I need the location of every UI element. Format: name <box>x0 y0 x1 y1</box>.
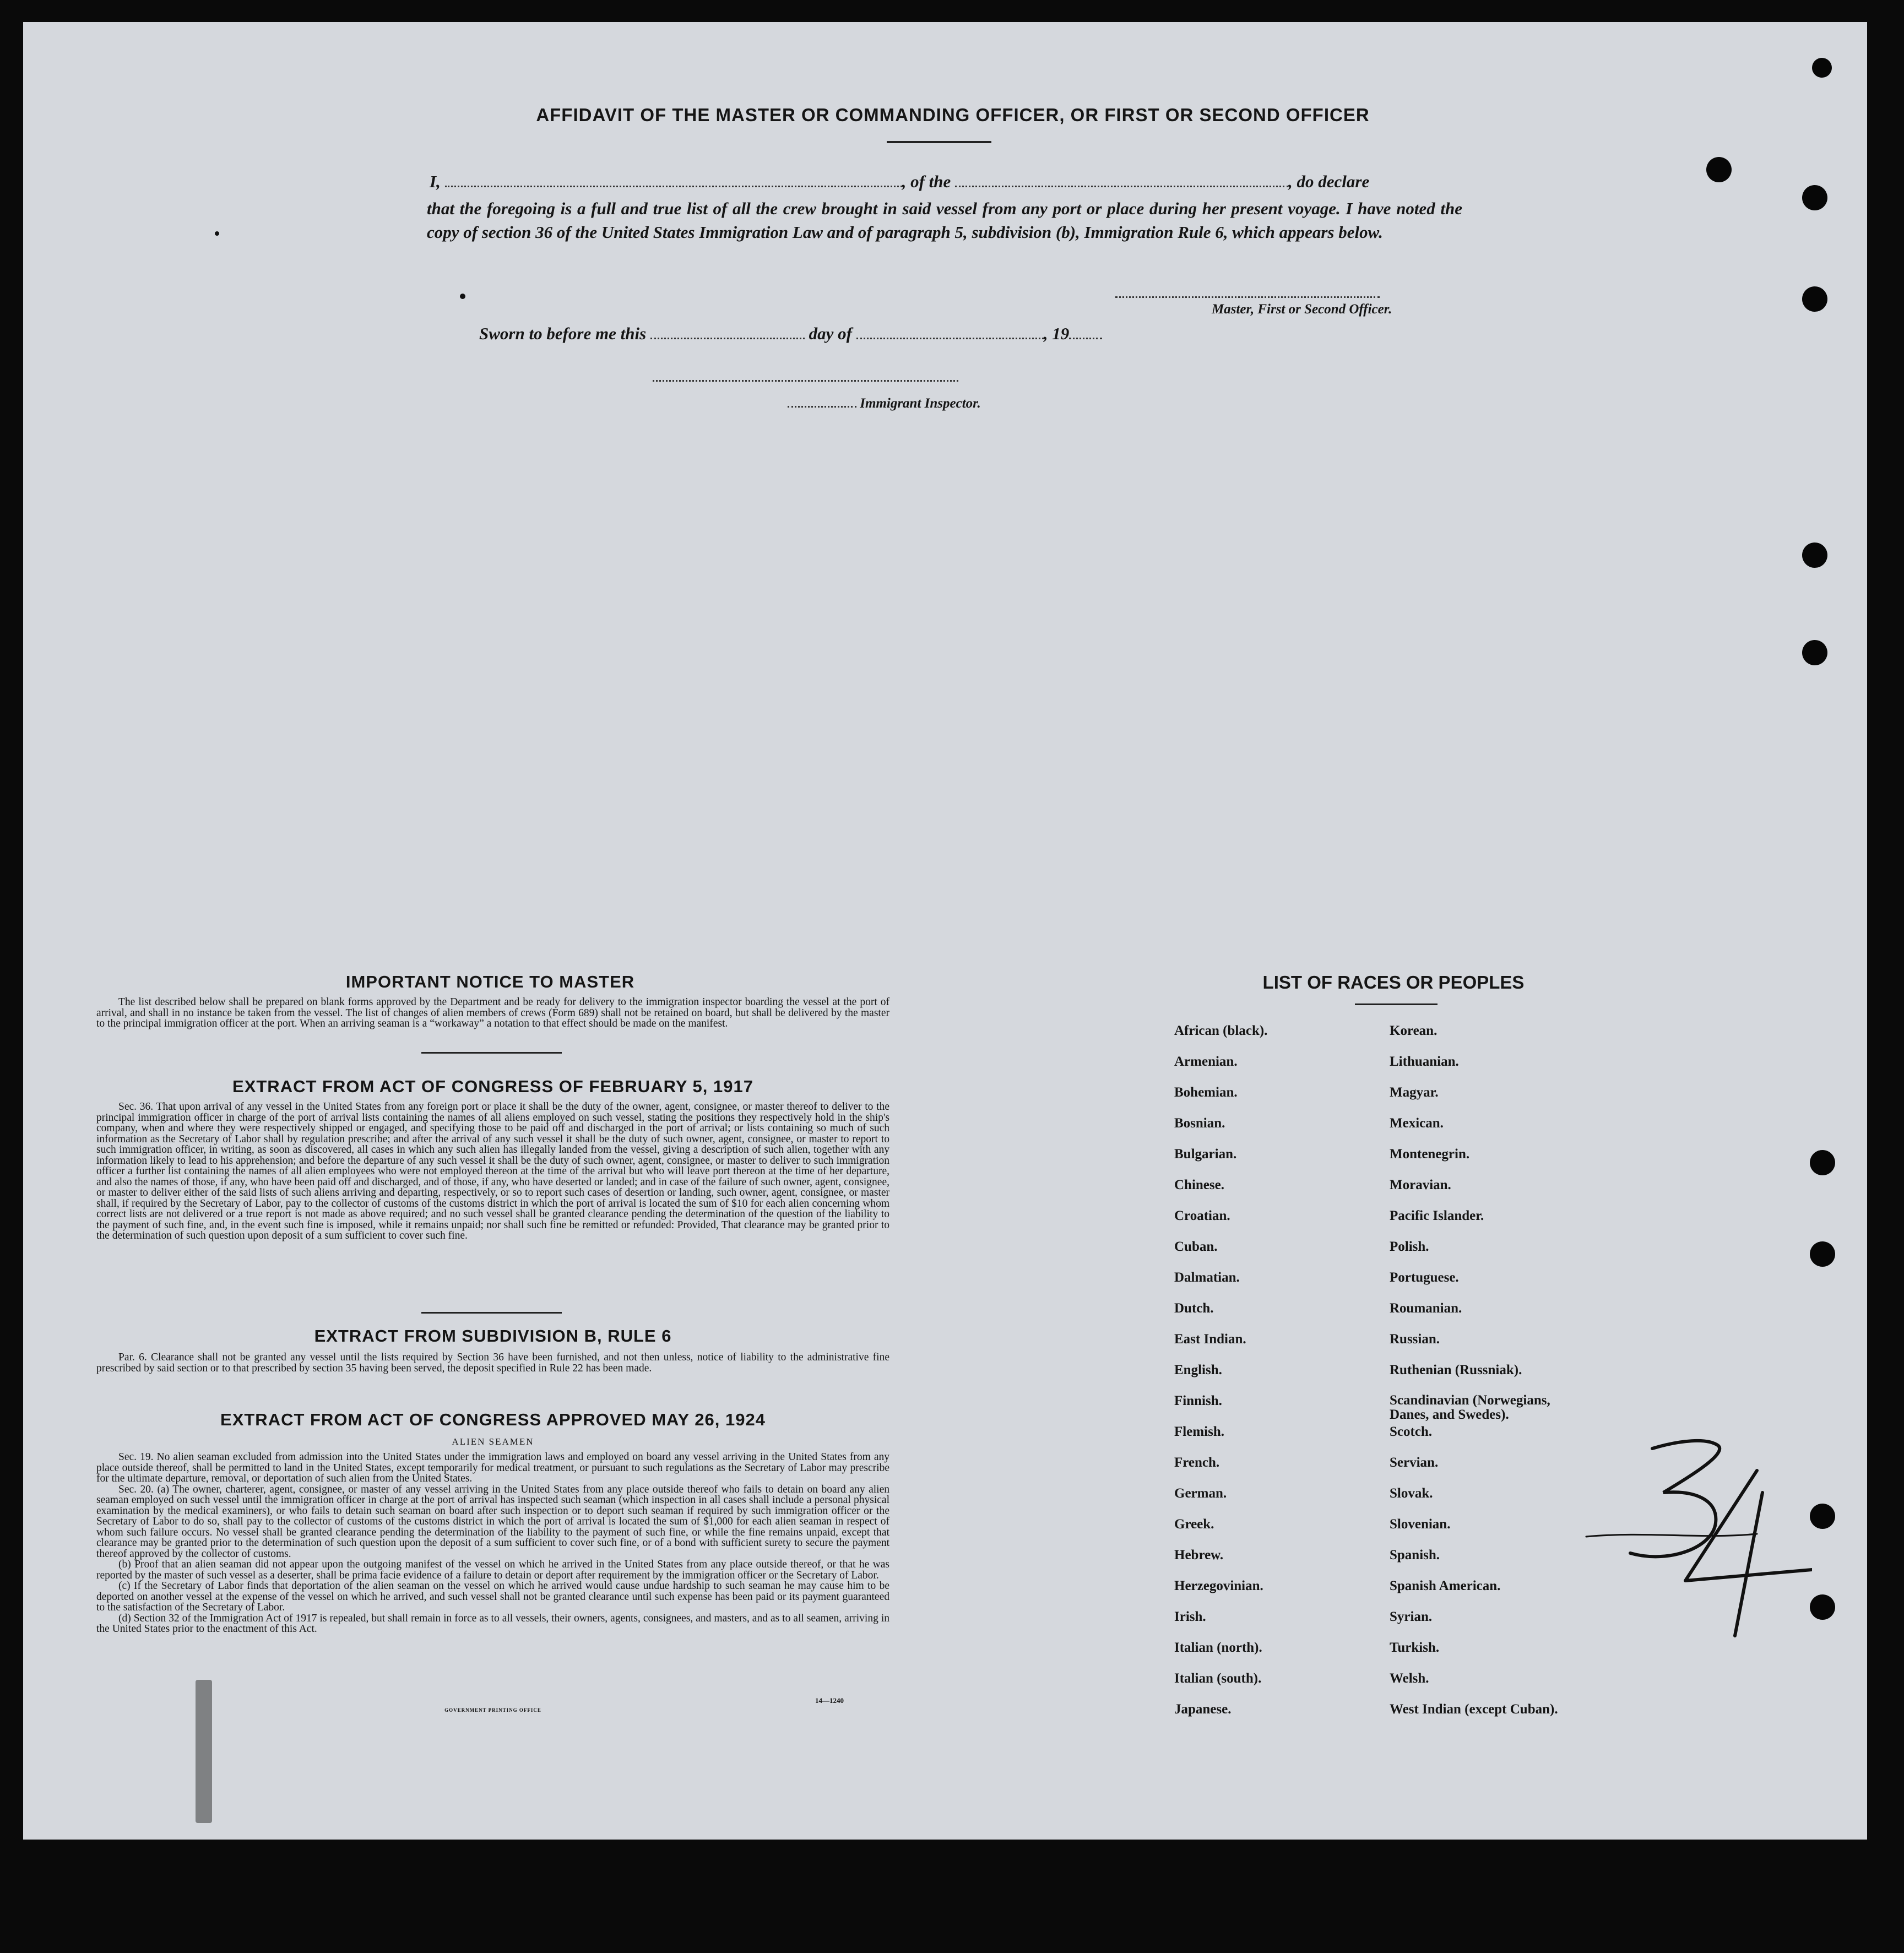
races-right-column <box>1390 1023 1577 1733</box>
race-item: French. <box>1174 1455 1220 1470</box>
binder-hole <box>1810 1241 1835 1267</box>
race-item: Spanish. <box>1390 1548 1440 1563</box>
extract-rule6-title: EXTRACT FROM SUBDIVISION B, RULE 6 <box>314 1326 672 1346</box>
race-item: Scandinavian (Norwegians, Danes, and Swedes). <box>1390 1393 1550 1422</box>
race-item: Croatian. <box>1174 1208 1230 1223</box>
race-item: Hebrew. <box>1174 1548 1224 1563</box>
race-item: Korean. <box>1390 1023 1438 1038</box>
races-rule <box>1355 1003 1438 1005</box>
race-item: Slovak. <box>1390 1486 1433 1501</box>
notice-divider <box>421 1052 562 1054</box>
race-item: Japanese. <box>1174 1702 1232 1717</box>
inspector-signature-line[interactable] <box>653 380 958 382</box>
binder-hole <box>1810 1504 1835 1529</box>
race-item: Turkish. <box>1390 1640 1440 1655</box>
sec-20d-paragraph: (d) Section 32 of the Immigration Act of 1917 is repealed, but shall remain in force as to all vessels, their owners, agents, consignees, and masters, and as to all seamen, arriving in the United States prior to the enactment of this Act. <box>96 1612 889 1635</box>
race-item: Slovenian. <box>1390 1517 1451 1532</box>
sec-20c-paragraph: (c) If the Secretary of Labor finds that deportation of the alien seaman on the vessel on which he arrived would cause undue hardship to such seaman he may cause him to be deported on another vessel at the expense of the vessel on which he arrived, and such vessel shall not be granted clearance until such expense has been paid or its payment guaranteed to the satisfaction of the Secretary of Labor. <box>96 1580 889 1613</box>
race-item: Scotch. <box>1390 1424 1433 1439</box>
speck <box>460 294 465 299</box>
binder-hole <box>1802 640 1827 665</box>
extract-rule6-text <box>96 1352 889 1385</box>
extract-1924-title: EXTRACT FROM ACT OF CONGRESS APPROVED MAY 26, 1924 <box>220 1410 766 1429</box>
race-item: Roumanian. <box>1390 1301 1462 1316</box>
sec-19-paragraph: Sec. 19. No alien seaman excluded from admission into the United States under the immigration laws and employed on board any vessel arriving in the United States from any place outside thereof, shall be permitted to land in the United States, except temporarily for medical treatment, or pursuant to such regulations as the Secretary of Labor may prescribe for the ultimate departure, removal, or deportation of such alien from the United States. <box>96 1452 889 1484</box>
declaration-i: I, <box>430 172 441 191</box>
sworn-month-blank[interactable] <box>856 324 1044 339</box>
binder-hole <box>1802 286 1827 312</box>
par-6-paragraph: Par. 6. Clearance shall not be granted any vessel until the lists required by Section 36 have been furnished, and not then unless, notice of liability to the administrative fine prescribed by said section or to that prescribed by section 35 having been served, the deposit specified in Rule 22 has been made. <box>96 1352 889 1374</box>
speck <box>215 231 219 236</box>
race-item: Italian (south). <box>1174 1671 1262 1686</box>
sworn-prefix: Sworn to before me this <box>479 324 647 343</box>
notice-text <box>96 997 889 1041</box>
race-item: English. <box>1174 1363 1222 1377</box>
race-item: Montenegrin. <box>1390 1147 1470 1162</box>
sec-20b-paragraph: (b) Proof that an alien seaman did not appear upon the outgoing manifest of the vessel on which he arrived in the United States from any place outside thereof, or that he was reported by the master of such vessel as a deserter, shall be prima facie evidence of a failure to detain or deport after requirement by the immigration officer or the Secretary of Labor. <box>96 1559 889 1581</box>
declaration-line <box>430 172 1460 192</box>
notice-paragraph: The list described below shall be prepared on blank forms approved by the Department and be ready for delivery to the immigration inspector boarding the vessel at the port of arrival, and shall in no instance be taken from the vessel. The list of changes of alien members of crews (Form 689) shall not be retained on board, but shall be delivered by the master to the principal immigration officer at the port. When an arriving seaman is a “workaway” a notation to that effect should be made on the manifest. <box>96 997 889 1029</box>
race-item: Bosnian. <box>1174 1116 1225 1131</box>
race-item: Welsh. <box>1390 1671 1429 1686</box>
declaration-of: , of the <box>902 172 951 191</box>
race-item: Pacific Islander. <box>1390 1208 1484 1223</box>
signature-line[interactable] <box>1115 296 1380 298</box>
race-item: Lithuanian. <box>1390 1054 1459 1069</box>
race-item: Herzegovinian. <box>1174 1578 1263 1593</box>
declaration-end: , do declare <box>1288 172 1370 191</box>
binder-hole <box>1812 58 1832 78</box>
race-item: Polish. <box>1390 1239 1429 1254</box>
printer-mark: GOVERNMENT PRINTING OFFICE <box>444 1707 541 1713</box>
extract-1917-divider <box>421 1312 562 1314</box>
race-item: Portuguese. <box>1390 1270 1459 1285</box>
signature-label: Master, First or Second Officer. <box>1212 302 1392 317</box>
form-number: 14—1240 <box>815 1696 844 1705</box>
inspector-label <box>788 393 981 411</box>
title-rule <box>887 141 991 143</box>
sec-20a-paragraph: Sec. 20. (a) The owner, charterer, agent, consignee, or master of any vessel arriving in the United States from any place outside thereof who fails to detain on board any alien seaman employed on such vessel until the immigration officer in charge at the port of arrival has inspected such seaman (which inspection in all cases shall include a personal physical examination by the medical examiners), or who fails to detain such seaman on board after such inspection or to deport such seaman if required by such immigration officer or the Secretary of Labor to do so, shall pay to the collector of customs of the customs district in which the port of arrival is located the sum of $1,000 for each alien seaman in respect of whom such failure occurs. No vessel shall be granted clearance pending the determination of the liability to the payment of such fine, or while the fine remains unpaid, except that clearance may be granted prior to the determination of such question upon the deposit of a sum sufficient to cover such fine, or of a bond with sufficient surety to secure the payment thereof approved by the collector of customs. <box>96 1483 889 1560</box>
race-item: German. <box>1174 1486 1227 1501</box>
race-item: Armenian. <box>1174 1054 1238 1069</box>
race-item: West Indian (except Cuban). <box>1390 1702 1558 1717</box>
notice-title: IMPORTANT NOTICE TO MASTER <box>345 972 635 991</box>
race-item: Greek. <box>1174 1517 1214 1532</box>
affidavit-paragraph: that the foregoing is a full and true list of all the crew brought in said vessel from any port or place during her present voyage. I have noted the copy of section 36 of the United States Immigration Law and of paragraph 5, subdivision (b), Immigration Rule 6, which appears below. <box>427 199 1462 242</box>
binder-hole <box>1802 542 1827 568</box>
race-item: Irish. <box>1174 1609 1206 1624</box>
race-item: Russian. <box>1390 1332 1440 1347</box>
inspector-label-text: Immigrant Inspector. <box>860 396 981 411</box>
race-item: Moravian. <box>1390 1178 1451 1192</box>
alien-seamen-subtitle: ALIEN SEAMEN <box>452 1436 534 1447</box>
race-item: Bohemian. <box>1174 1085 1238 1100</box>
section-36-paragraph: Sec. 36. That upon arrival of any vessel in the United States from any foreign port or place it shall be the duty of the owner, agent, consignee, or master thereof to deliver to the principal immigration officer in charge of the port of arrival lists containing the names of all aliens employed on such vessel, stating the positions they respectively hold in the ship's company, when and where they were respectively shipped or engaged, and specifying those to be paid off and discharged in the port of arrival; or lists containing so much of such information as the Secretary of Labor shall by regulation prescribe; and after the arrival of any such vessel it shall be the duty of such owner, agent, consignee, or master to report to such immigration officer, in writing, as soon as discovered, all cases in which any such alien has illegally landed from the vessel, giving a description of such alien, together with any information likely to lead to his apprehension; and before the departure of any such vessel it shall be the duty of such owner, agent, consignee, or master to deliver to such immigration officer a further list containing the names of all alien employees who were not employed thereon at the time of the arrival but who will leave port thereon at the time of her departure, and also the names of those, if any, who have been paid off and discharged, and of those, if any, who have deserted or landed; and in case of the failure of such owner, agent, consignee, or master to deliver either of the said lists of such aliens arriving and departing, respectively, or so to report such cases of desertion or landing, such owner, agent, consignee, or master shall, if required by the Secretary of Labor, pay to the collector of customs of the customs district in which the port of arrival is located the sum of $10 for each alien concerning whom correct lists are not delivered or a true report is not made as above required; and no such vessel shall be granted clearance pending the determination of the question of the liability to the payment of such fine, and, in the event such fine is imposed, while it remains unpaid; nor shall such fine be remitted or refunded: Provided, That clearance may be granted prior to the determination of such question upon deposit of a sum sufficient to cover such fine. <box>96 1102 889 1241</box>
race-item: Dalmatian. <box>1174 1270 1240 1285</box>
race-item: Chinese. <box>1174 1178 1224 1192</box>
race-item: Ruthenian (Russniak). <box>1390 1363 1522 1377</box>
race-item: Syrian. <box>1390 1609 1433 1624</box>
binder-hole <box>1810 1594 1835 1620</box>
sworn-year-blank[interactable] <box>1069 324 1102 339</box>
affidavit-title: AFFIDAVIT OF THE MASTER OR COMMANDING OFFICER, OR FIRST OR SECOND OFFICER <box>536 105 1370 125</box>
extract-1924-text <box>96 1452 889 1694</box>
binder-hole <box>1802 185 1827 210</box>
sworn-year-label: , 19 <box>1043 324 1070 343</box>
sworn-line <box>479 324 1102 344</box>
binder-hole <box>1706 157 1732 182</box>
race-item: Finnish. <box>1174 1393 1222 1408</box>
extract-1917-text <box>96 1102 889 1297</box>
race-item: African (black). <box>1174 1023 1268 1038</box>
race-item: Mexican. <box>1390 1116 1444 1131</box>
race-item: East Indian. <box>1174 1332 1246 1347</box>
races-left-column <box>1174 1023 1267 1733</box>
race-item: Magyar. <box>1390 1085 1439 1100</box>
race-item: Servian. <box>1390 1455 1439 1470</box>
race-item: Italian (north). <box>1174 1640 1262 1655</box>
race-item: Bulgarian. <box>1174 1147 1237 1162</box>
handwritten-number-34 <box>1581 1432 1812 1641</box>
name-blank[interactable] <box>445 172 902 187</box>
race-item: Flemish. <box>1174 1424 1224 1439</box>
race-item: Cuban. <box>1174 1239 1218 1254</box>
race-item: Dutch. <box>1174 1301 1214 1316</box>
races-title: LIST OF RACES OR PEOPLES <box>1262 972 1525 992</box>
vessel-blank[interactable] <box>955 172 1288 187</box>
sworn-day-label: day of <box>809 324 852 343</box>
extract-1917-title: EXTRACT FROM ACT OF CONGRESS OF FEBRUARY 5, 1917 <box>232 1077 753 1096</box>
race-item: Spanish American. <box>1390 1578 1501 1593</box>
binder-hole <box>1810 1150 1835 1175</box>
sworn-day-blank[interactable] <box>650 324 805 339</box>
binding-shadow <box>196 1680 212 1823</box>
inspector-blank[interactable] <box>788 393 856 408</box>
